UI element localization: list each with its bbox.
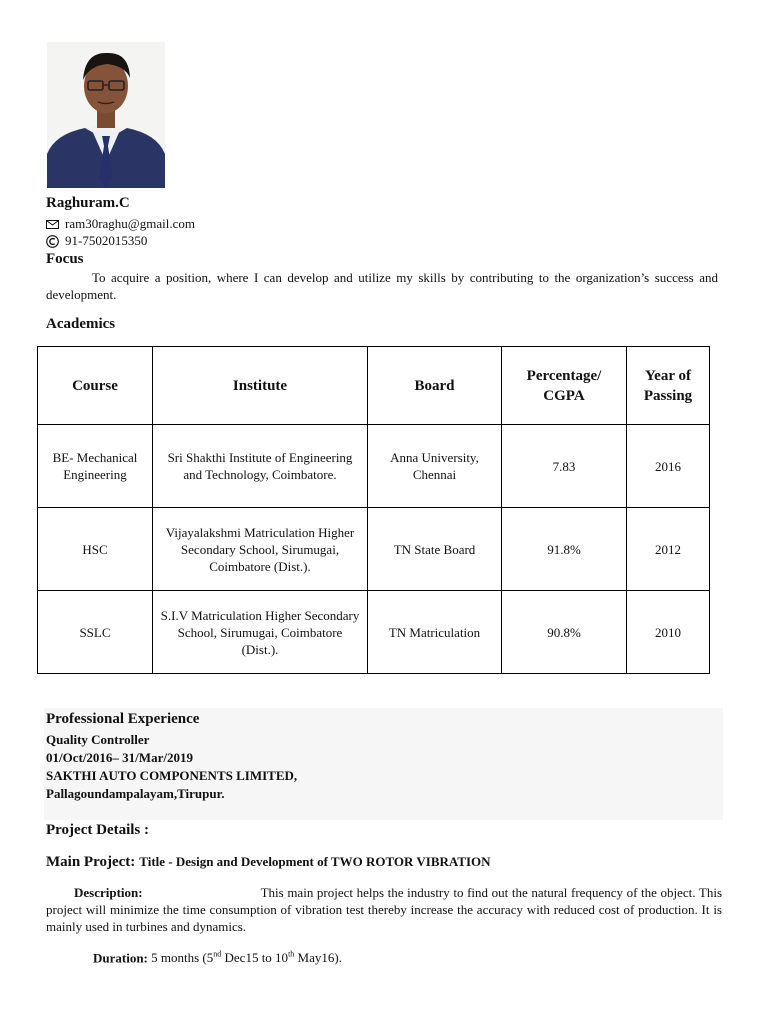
table-cell: TN Matriculation: [368, 591, 502, 674]
project-description: [46, 884, 722, 935]
job-dates: 01/Oct/2016– 31/Mar/2019: [46, 750, 193, 765]
main-project-line: [46, 853, 491, 871]
profile-photo: [47, 42, 165, 188]
project-details-heading: Project Details :: [46, 822, 150, 838]
job-role: Quality Controller: [46, 732, 150, 747]
table-cell: 90.8%: [502, 591, 627, 674]
email-row: [46, 216, 195, 232]
project-duration: [93, 946, 342, 966]
table-row: [38, 508, 710, 591]
description-label: Description:: [74, 885, 143, 900]
focus-heading: Focus: [46, 251, 84, 267]
table-row: [38, 591, 710, 674]
table-cell: Vijayalakshmi Matriculation Higher Secondary School, Sirumugai, Coimbatore (Dist.).: [153, 508, 368, 591]
email-text[interactable]: ram30raghu@gmail.com: [65, 216, 196, 231]
table-cell: SSLC: [38, 591, 153, 674]
academics-table: [37, 346, 710, 674]
column-header: Percentage/ CGPA: [502, 347, 627, 425]
duration-label: Duration:: [93, 950, 148, 966]
duration-text: 5 months (5nd Dec15 to 10th May16).: [151, 950, 342, 966]
column-header: Board: [368, 347, 502, 425]
table-cell: 7.83: [502, 425, 627, 508]
table-header-row: [38, 347, 710, 425]
table-cell: S.I.V Matriculation Higher Secondary School, Sirumugai, Coimbatore (Dist.).: [153, 591, 368, 674]
column-header: Year of Passing: [627, 347, 710, 425]
table-cell: HSC: [38, 508, 153, 591]
table-cell: TN State Board: [368, 508, 502, 591]
phone-row: [46, 233, 147, 249]
table-row: [38, 425, 710, 508]
candidate-name: Raghuram.C: [46, 195, 130, 211]
phone-text: 91-7502015350: [65, 233, 148, 248]
company-name: SAKTHI AUTO COMPONENTS LIMITED,: [46, 768, 298, 783]
table-cell: Anna University, Chennai: [368, 425, 502, 508]
column-header: Institute: [153, 347, 368, 425]
table-cell: BE- Mechanical Engineering: [38, 425, 153, 508]
table-cell: 2010: [627, 591, 710, 674]
main-project-label: Main Project:: [46, 854, 136, 870]
table-cell: 2016: [627, 425, 710, 508]
company-location: Pallagoundampalayam,Tirupur.: [46, 786, 225, 801]
table-cell: Sri Shakthi Institute of Engineering and Technology, Coimbatore.: [153, 425, 368, 508]
phone-icon: [46, 235, 59, 248]
envelope-icon: [46, 218, 59, 231]
project-title: Title - Design and Development of TWO ROTOR VIBRATION: [139, 854, 491, 869]
column-header: Course: [38, 347, 153, 425]
focus-text: To acquire a position, where I can develop and utilize my skills by contributing to the organization’s success and development.: [46, 270, 718, 302]
table-cell: 2012: [627, 508, 710, 591]
experience-heading: Professional Experience: [46, 711, 200, 727]
academics-heading: Academics: [46, 316, 116, 332]
description-text: This main project helps the industry to find out the natural frequency of the object. This project will minimize the time consumption of vibration test thereby increase the accuracy with reduced cost of production. It is mainly used in turbines and dynamics.: [46, 885, 722, 934]
table-cell: 91.8%: [502, 508, 627, 591]
